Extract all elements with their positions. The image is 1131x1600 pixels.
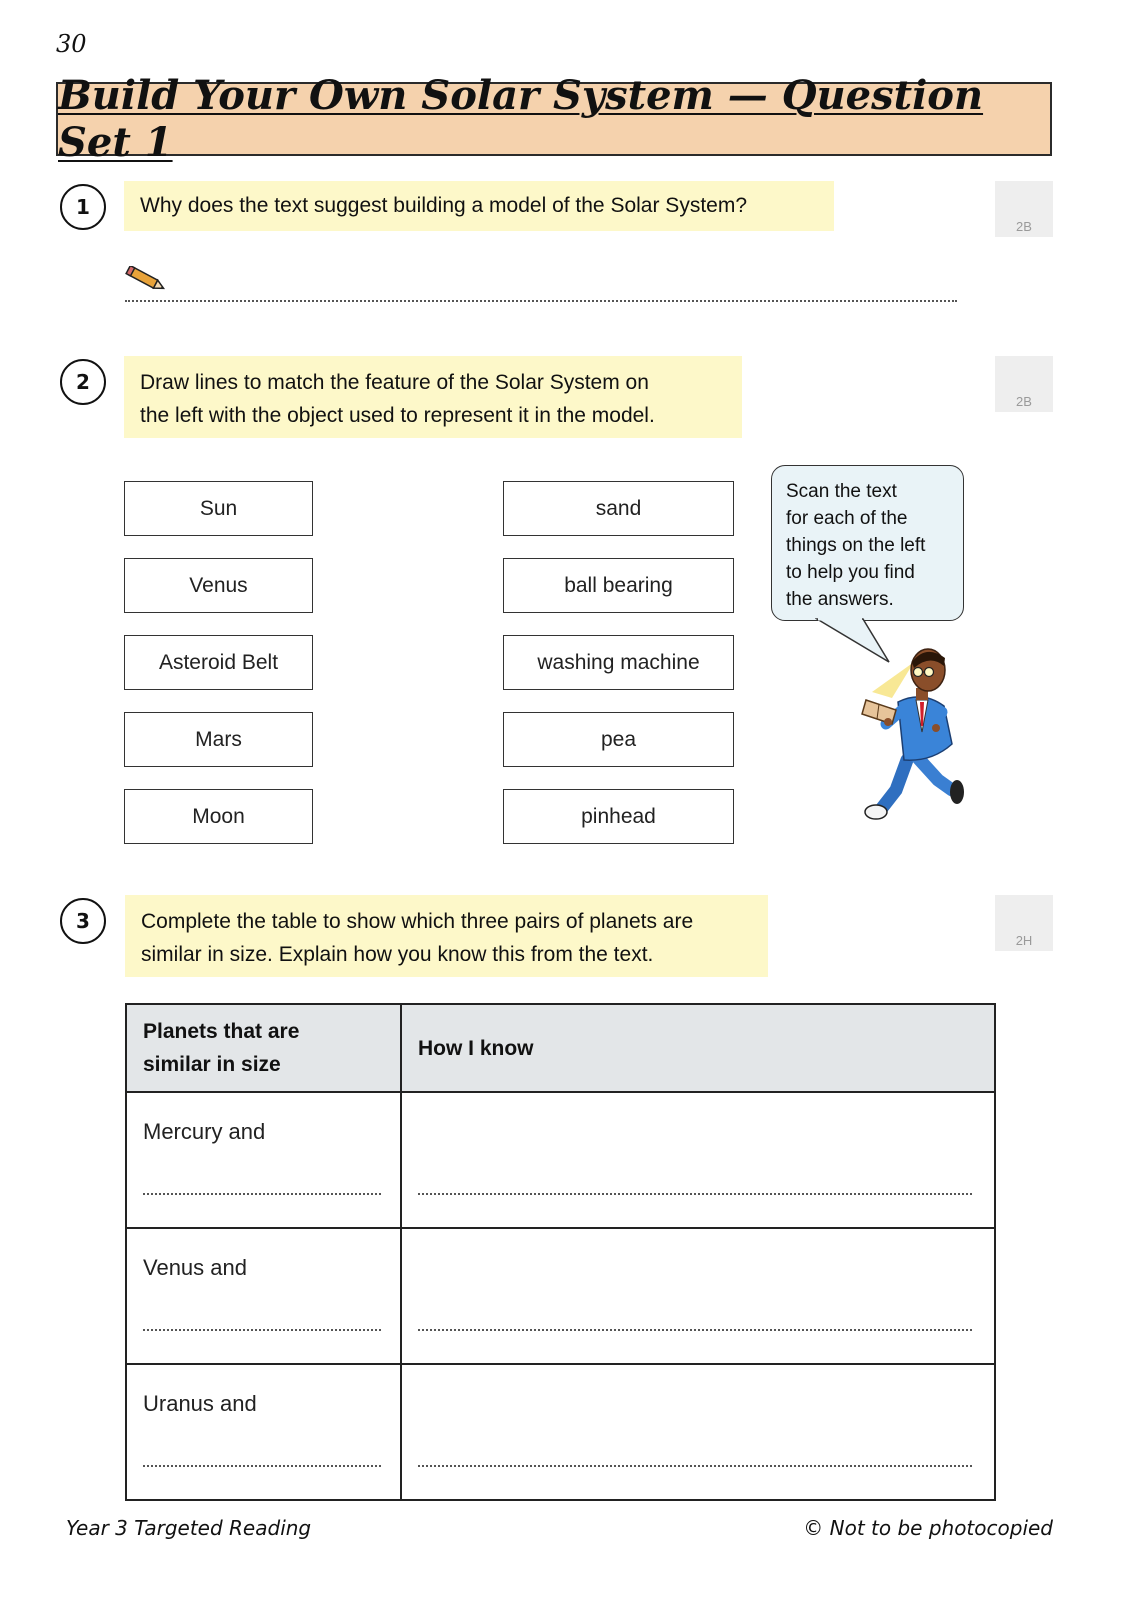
planet-cell xyxy=(126,1092,401,1228)
reason-cell xyxy=(401,1092,995,1228)
question-1-text: Why does the text suggest building a model of the Solar System? xyxy=(140,194,748,217)
question-1-mark-code: 2B xyxy=(1016,219,1032,234)
page-number: 30 xyxy=(56,30,87,58)
question-2-mark-code: 2B xyxy=(1016,394,1032,409)
question-3-text-line1: Complete the table to show which three pairs of planets are xyxy=(141,910,694,933)
table-row xyxy=(126,1228,995,1364)
question-2-text-line1: Draw lines to match the feature of the Solar System on xyxy=(140,371,649,394)
match-left-mars[interactable]: Mars xyxy=(124,712,313,767)
reason-answer-line[interactable] xyxy=(418,1465,972,1467)
tip-line: to help you find xyxy=(786,562,915,583)
question-2-text-line2: the left with the object used to represent it in the model. xyxy=(140,404,655,427)
match-right-pinhead[interactable]: pinhead xyxy=(503,789,734,844)
question-3-number: 3 xyxy=(60,898,106,944)
question-1-number: 1 xyxy=(60,184,106,230)
match-left-venus[interactable]: Venus xyxy=(124,558,313,613)
question-3-mark-code: 2H xyxy=(1015,933,1033,948)
question-2-number: 2 xyxy=(60,359,106,405)
match-right-ball-bearing[interactable]: ball bearing xyxy=(503,558,734,613)
row-label: Venus and xyxy=(143,1255,247,1280)
tip-line: things on the left xyxy=(786,535,926,556)
header-planets-line2: similar in size xyxy=(143,1053,281,1076)
tip-line: for each of the xyxy=(786,508,908,529)
header-planets-line1: Planets that are xyxy=(143,1020,300,1043)
title-banner xyxy=(56,72,1052,166)
match-right-washing-machine[interactable]: washing machine xyxy=(503,635,734,690)
page-title: Build Your Own Solar System — Question Set 1 xyxy=(58,72,984,166)
planet-answer-line[interactable] xyxy=(143,1193,381,1195)
planet-answer-line[interactable] xyxy=(143,1329,381,1331)
row-label: Uranus and xyxy=(143,1391,257,1416)
tip-speech-bubble xyxy=(771,465,964,621)
match-left-moon[interactable]: Moon xyxy=(124,789,313,844)
question-2-prompt xyxy=(124,356,742,438)
question-1-mark-box xyxy=(995,181,1053,237)
header-how-i-know: How I know xyxy=(401,1004,995,1092)
pencil-icon xyxy=(125,266,169,292)
footer-copyright: © Not to be photocopied xyxy=(803,1516,1053,1540)
reason-answer-line[interactable] xyxy=(418,1329,972,1331)
row-label: Mercury and xyxy=(143,1119,266,1144)
tip-line: the answers. xyxy=(786,589,894,610)
question-1-answer-line[interactable] xyxy=(125,300,957,302)
footer-book-title: Year 3 Targeted Reading xyxy=(66,1516,312,1540)
question-2-mark-box xyxy=(995,356,1053,412)
table-row xyxy=(126,1092,995,1228)
reason-cell xyxy=(401,1228,995,1364)
table-row xyxy=(126,1364,995,1500)
match-right-pea[interactable]: pea xyxy=(503,712,734,767)
question-3-mark-box xyxy=(995,895,1053,951)
header-planets xyxy=(126,1004,401,1092)
question-3-prompt xyxy=(125,895,768,977)
match-left-sun[interactable]: Sun xyxy=(124,481,313,536)
planets-table xyxy=(125,1003,996,1501)
match-left-asteroid-belt[interactable]: Asteroid Belt xyxy=(124,635,313,690)
table-header-row xyxy=(126,1004,995,1092)
reason-answer-line[interactable] xyxy=(418,1193,972,1195)
reason-cell xyxy=(401,1364,995,1500)
match-right-sand[interactable]: sand xyxy=(503,481,734,536)
planet-answer-line[interactable] xyxy=(143,1465,381,1467)
tip-line: Scan the text xyxy=(786,481,897,502)
planet-cell xyxy=(126,1228,401,1364)
planet-cell xyxy=(126,1364,401,1500)
question-3-text-line2: similar in size. Explain how you know this from the text. xyxy=(141,943,654,966)
reading-man-illustration xyxy=(852,640,964,830)
question-1-prompt xyxy=(124,181,834,231)
